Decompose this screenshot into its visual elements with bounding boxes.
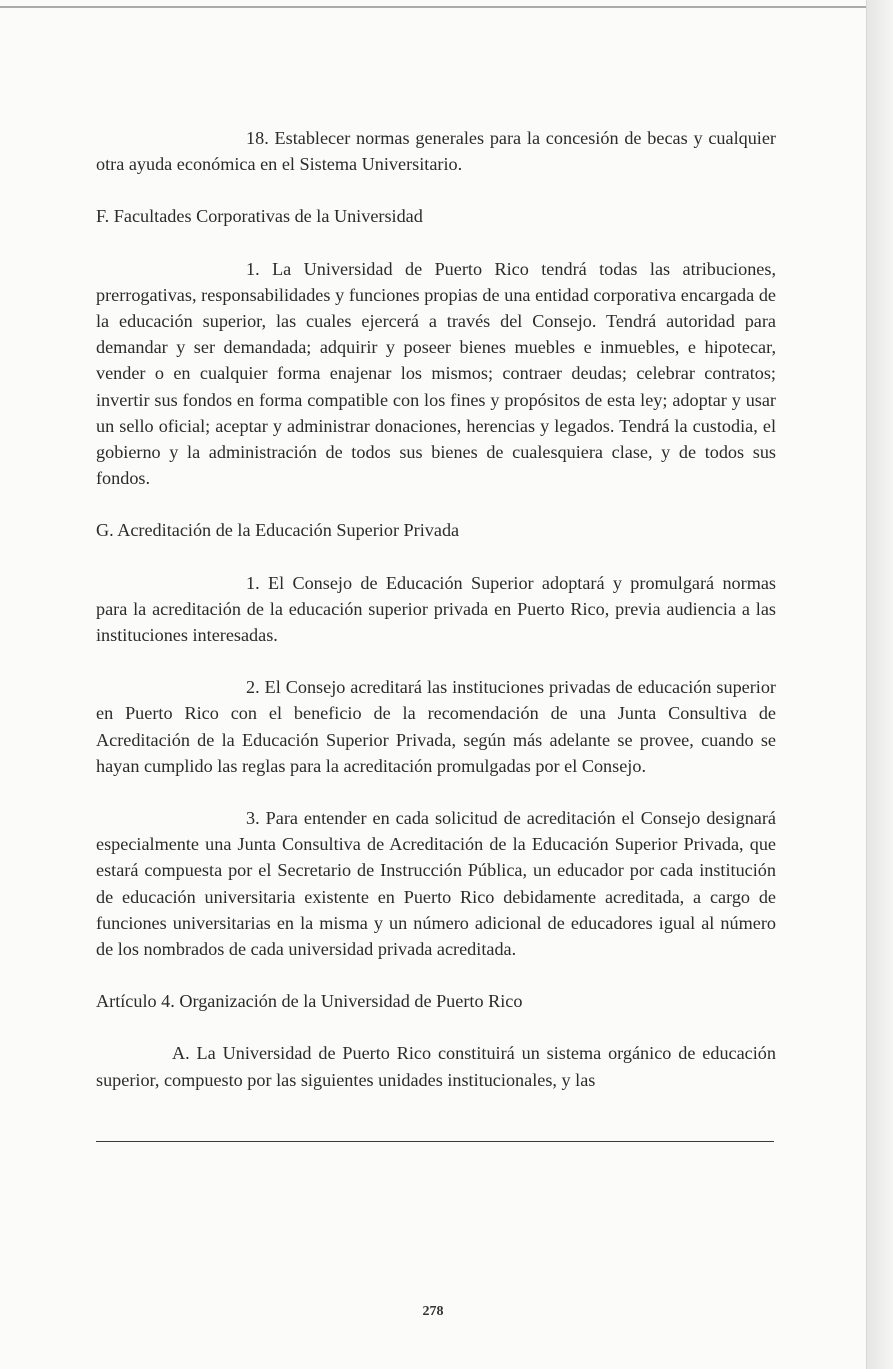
paragraph-18: 18. Establecer normas generales para la concesión de becas y cualquier otra ayuda económica en el Sistema Universitario. xyxy=(96,128,776,175)
section-heading-g: G. Acreditación de la Educación Superior Privada xyxy=(96,520,460,541)
page-number: 278 xyxy=(422,1304,444,1319)
paragraph-f1: 1. La Universidad de Puerto Rico tendrá todas las atribuciones, prerrogativas, responsabilidades y funciones propias de una entidad corporativa encargada de la educación superior, las cuales ejercerá a través del Consejo. Tendrá autoridad para demandar y ser demandada; adquirir y poseer bienes muebles e inmuebles, e hipotecar, vender o en cualquier forma enajenar los mismos; contraer deudas; celebrar contratos; invertir sus fondos en forma compatible con los fines y propósitos de esta ley; adoptar y usar un sello oficial; aceptar y administrar donaciones, herencias y legados. Tendrá la custodia, el gobierno y la administración de todos sus bienes de cualesquiera clase, y de todos sus fondos. xyxy=(96,258,776,489)
scan-gutter xyxy=(867,0,893,1369)
paragraph-4a: A. La Universidad de Puerto Rico constituirá un sistema orgánico de educación superior, compuesto por las siguientes unidades institucionales, y las xyxy=(96,1043,776,1090)
article-heading-4: Artículo 4. Organización de la Universidad de Puerto Rico xyxy=(96,991,523,1012)
paragraph-g3: 3. Para entender en cada solicitud de acreditación el Consejo designará especialmente una Junta Consultiva de Acreditación de la Educación Superior Privada, que estará compuesta por el Secretario de Instrucción Pública, un educador por cada institución de educación universitaria existente en Puerto Rico debidamente acreditada, a cargo de funciones universitarias en la misma y un número adicional de educadores igual al número de los nombrados de cada universidad privada acreditada. xyxy=(96,808,776,960)
body-text xyxy=(96,125,776,1119)
section-heading-f: F. Facultades Corporativas de la Universidad xyxy=(96,206,423,227)
paragraph-g2: 2. El Consejo acreditará las instituciones privadas de educación superior en Puerto Rico con el beneficio de la recomendación de una Junta Consultiva de Acreditación de la Educación Superior Privada, según más adelante se provee, cuando se hayan cumplido las reglas para la acreditación promulgadas por el Consejo. xyxy=(96,677,776,776)
paragraph-g1: 1. El Consejo de Educación Superior adoptará y promulgará normas para la acreditación de la educación superior privada en Puerto Rico, previa audiencia a las instituciones interesadas. xyxy=(96,572,776,646)
footnote-rule xyxy=(96,1141,774,1142)
scan-top-edge xyxy=(0,6,866,8)
